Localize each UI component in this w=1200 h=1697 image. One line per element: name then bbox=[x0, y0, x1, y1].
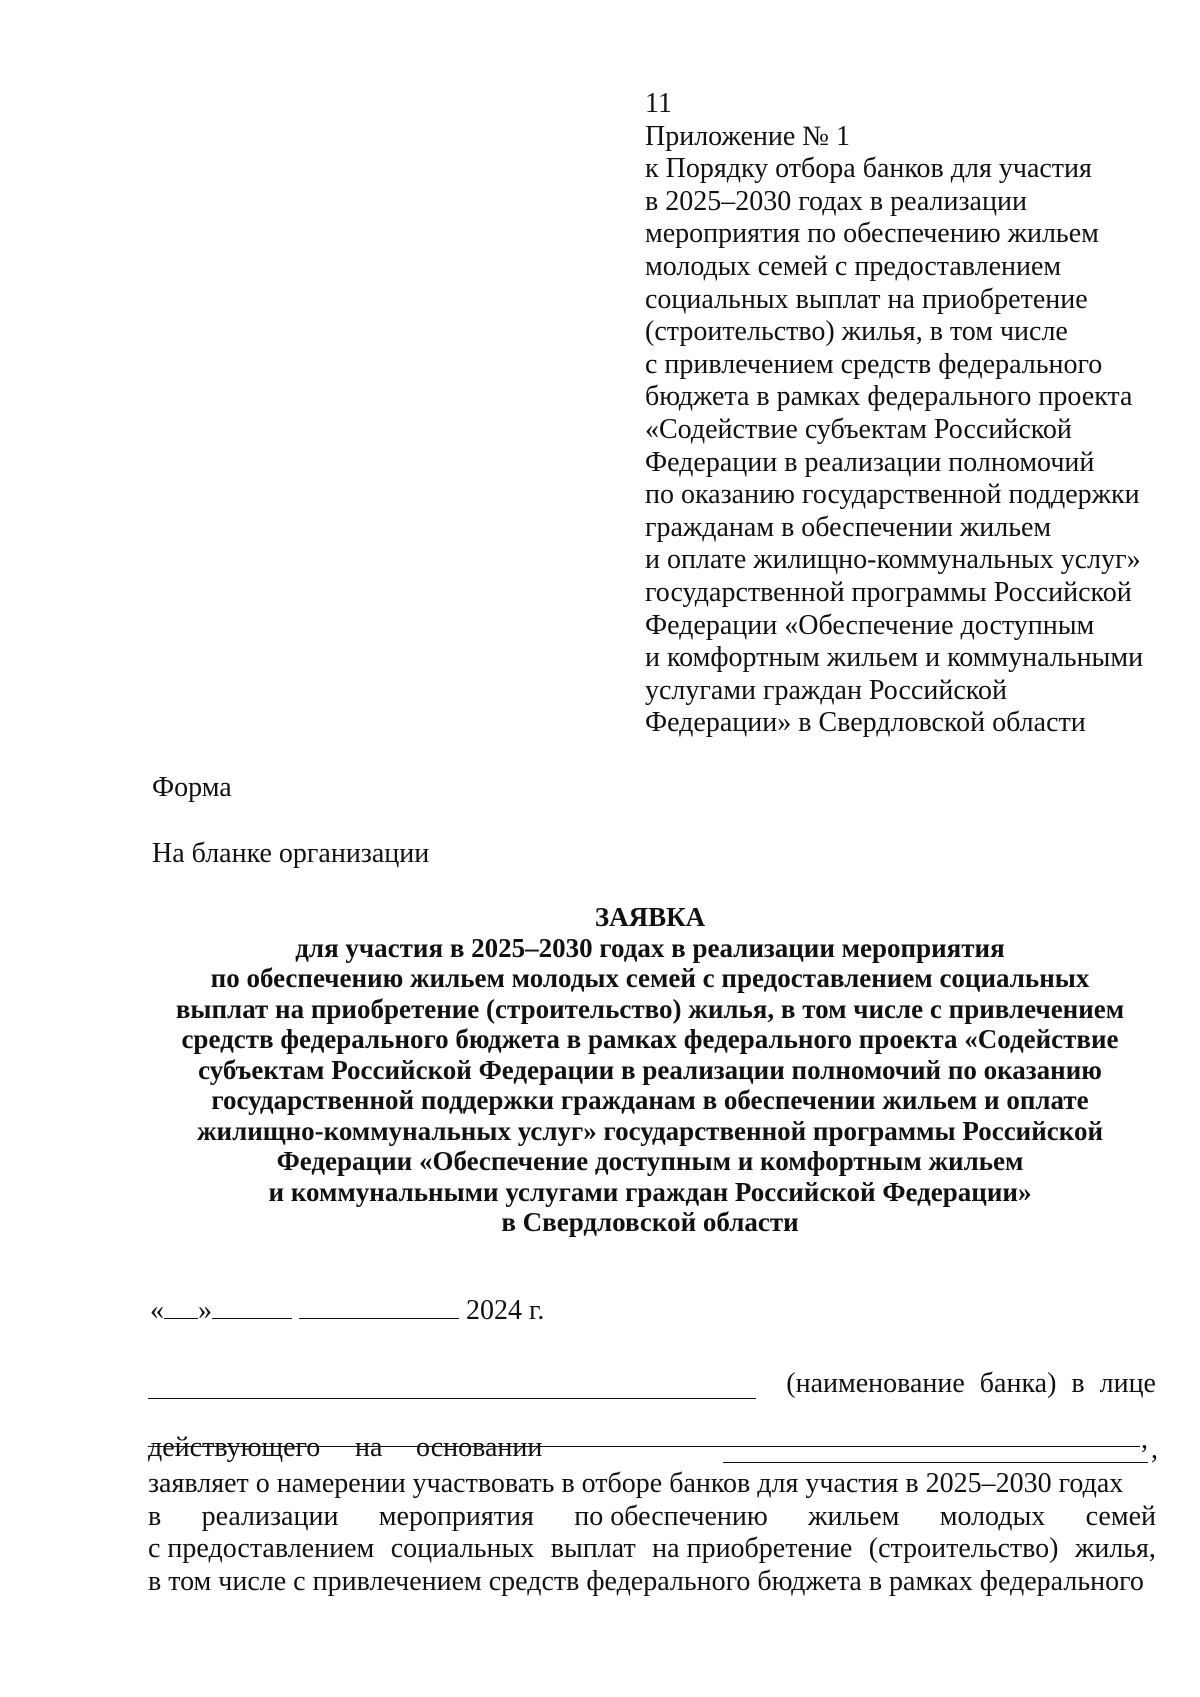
appendix-block bbox=[645, 88, 1165, 740]
title-line: Федерации «Обеспечение доступным и комфортным жильем bbox=[276, 1146, 1024, 1176]
appendix-line: молодых семей с предоставлением bbox=[645, 250, 1062, 282]
title-line: жилищно-коммунальных услуг» государственной программы Российской bbox=[196, 1115, 1104, 1146]
appendix-line: государственной программы Российской bbox=[645, 576, 1132, 608]
body-word: по обеспечению bbox=[574, 1500, 768, 1532]
body-line: заявляет о намерении участвовать в отборе банков для участия в 2025–2030 годах bbox=[148, 1468, 1124, 1499]
body-word: выплат bbox=[550, 1533, 636, 1565]
appendix-line: с привлечением средств федерального bbox=[645, 348, 1103, 380]
body-word: мероприятия bbox=[378, 1500, 534, 1532]
bank-name-caption: (наименование банка) в лице bbox=[786, 1368, 1156, 1399]
form-label: Форма bbox=[152, 772, 232, 803]
basis-word: на bbox=[355, 1432, 383, 1463]
body-word: в bbox=[148, 1500, 162, 1532]
title-line: для участия в 2025–2030 годах в реализации мероприятия bbox=[295, 932, 1005, 963]
body-word: реализации bbox=[201, 1500, 339, 1532]
body-word: на приобретение bbox=[652, 1533, 853, 1565]
appendix-line: и оплате жилищно-коммунальных услуг» bbox=[645, 544, 1141, 576]
bank-name-line bbox=[148, 1368, 1156, 1402]
body-word: жильем bbox=[808, 1500, 900, 1532]
body-line: в том числе с привлечением средств федерального бюджета в рамках федерального bbox=[148, 1565, 1144, 1597]
appendix-line: Федерации «Обеспечение доступным bbox=[645, 609, 1095, 641]
date-line bbox=[150, 1294, 544, 1328]
page-number: 11 bbox=[645, 88, 672, 119]
appendix-line: Федерации в реализации полномочий bbox=[645, 446, 1095, 478]
appendix-line: по оказанию государственной поддержки bbox=[645, 479, 1140, 511]
date-open-quote: « bbox=[150, 1295, 164, 1326]
appendix-line: услугами граждан Российской bbox=[645, 674, 1007, 706]
appendix-line: к Порядку отбора банков для участия bbox=[645, 153, 1092, 185]
title-line: по обеспечению жильем молодых семей с предоставлением социальных bbox=[210, 963, 1090, 993]
basis-word: действующего bbox=[148, 1432, 321, 1463]
title-line: в Свердловской области bbox=[501, 1207, 799, 1237]
month-blank-1[interactable] bbox=[212, 1294, 292, 1319]
title-line: и коммунальными услугами граждан Российской Федерации» bbox=[268, 1176, 1032, 1207]
basis-line bbox=[148, 1432, 1158, 1466]
title-line: субъектам Российской Федерации в реализации полномочий по оказанию bbox=[198, 1054, 1102, 1085]
representative-comma: , bbox=[1141, 1424, 1148, 1455]
title-line: выплат на приобретение (строительство) жилья, в том числе с привлечением bbox=[175, 993, 1125, 1024]
appendix-line: в 2025–2030 годах в реализации bbox=[645, 185, 1027, 217]
body-line bbox=[148, 1533, 1156, 1566]
basis-word: основании bbox=[416, 1432, 543, 1463]
appendix-line: бюджета в рамках федерального проекта bbox=[645, 381, 1133, 413]
title-heading: ЗАЯВКА bbox=[594, 902, 706, 932]
body-word: молодых bbox=[939, 1500, 1046, 1532]
body-word: семей bbox=[1085, 1500, 1156, 1532]
appendix-line: социальных выплат на приобретение bbox=[645, 283, 1088, 315]
body-word: (строительство) bbox=[868, 1533, 1059, 1565]
basis-blank[interactable] bbox=[723, 1462, 1148, 1463]
appendix-line: и комфортным жильем и коммунальными bbox=[645, 642, 1144, 674]
basis-comma: , bbox=[1151, 1434, 1158, 1465]
application-title bbox=[140, 902, 1160, 1238]
body-word: с предоставлением bbox=[148, 1533, 375, 1565]
date-close-quote: » bbox=[198, 1295, 212, 1326]
title-line: средств федерального бюджета в рамках федерального проекта «Содействие bbox=[181, 1024, 1119, 1054]
date-year: 2024 г. bbox=[466, 1295, 545, 1326]
appendix-line: Приложение № 1 bbox=[645, 120, 850, 152]
appendix-line: мероприятия по обеспечению жильем bbox=[645, 218, 1099, 250]
body-word: социальных bbox=[390, 1533, 535, 1565]
body-word: жилья, bbox=[1074, 1533, 1156, 1565]
bank-name-blank[interactable] bbox=[148, 1398, 756, 1399]
appendix-line: Федерации» в Свердловской области bbox=[645, 707, 1086, 739]
application-body bbox=[148, 1468, 1156, 1598]
month-blank-2[interactable] bbox=[299, 1294, 459, 1319]
body-line bbox=[148, 1501, 1156, 1534]
letterhead-label: На бланке организации bbox=[152, 838, 430, 869]
appendix-line: «Содействие субъектам Российской bbox=[645, 413, 1072, 445]
appendix-line: гражданам в обеспечении жильем bbox=[645, 511, 1052, 543]
title-line: государственной поддержки гражданам в обеспечении жильем и оплате bbox=[211, 1085, 1089, 1115]
day-blank[interactable] bbox=[164, 1294, 198, 1319]
appendix-line: (строительство) жилья, в том числе bbox=[645, 316, 1068, 348]
